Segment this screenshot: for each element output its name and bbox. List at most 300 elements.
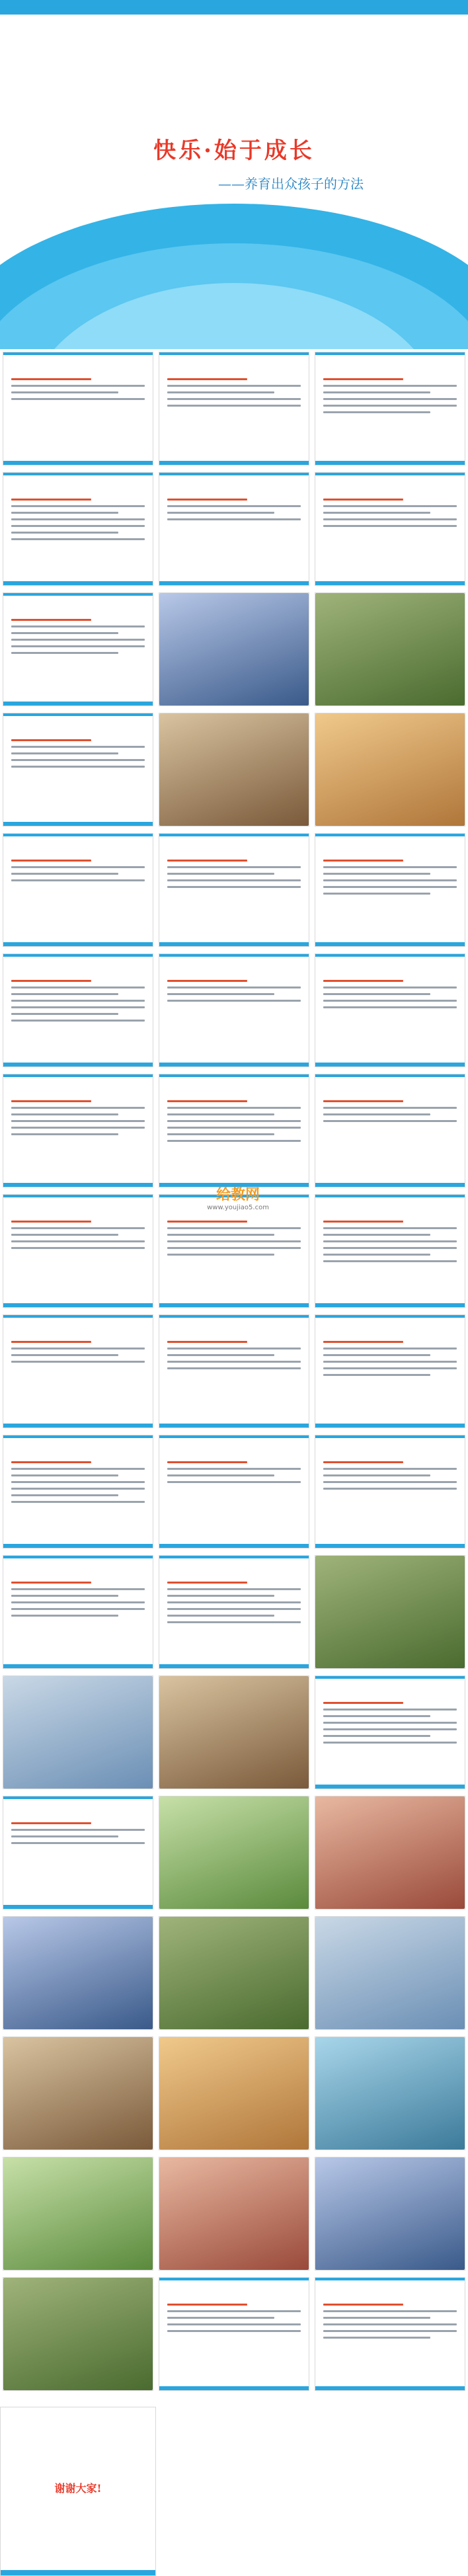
slide-text-line [11,1133,118,1135]
slide-photo [159,713,309,826]
slide-text-line [11,766,145,768]
slide-text-line [323,378,403,380]
slide-photo [315,593,465,705]
slide-photo [159,1917,309,2029]
slide-text-block [11,855,145,886]
slide-text-line [323,1227,457,1229]
slide-text-line [323,886,457,888]
slide-text-line [167,1608,301,1610]
slide-text-line [167,505,301,507]
slide-footer-bar [3,1544,153,1548]
slide-text-line [11,499,91,501]
slide-photo [315,1556,465,1668]
slide-text-line [323,860,403,862]
ending-footer-bar [1,2570,155,2575]
slide-text-line [323,385,457,387]
slide-text-line [167,1361,301,1363]
slide-thumbnail[interactable] [315,1675,465,1789]
slide-thumbnail[interactable] [159,2036,309,2150]
slide-text-line [11,619,91,621]
slide-text-line [11,1481,145,1483]
slide-text-line [167,1588,301,1590]
slide-text-line [323,993,430,995]
slide-text-block [11,1577,145,1621]
slide-text-line [167,1240,301,1242]
slide-text-block [323,1336,457,1381]
slide-text-line [323,1006,457,1008]
slide-text-line [167,378,247,380]
slide-text-line [167,1481,301,1483]
slide-text-line [11,1488,145,1490]
slide-header-bar [315,1435,465,1438]
page-background [156,2407,468,2576]
slide-text-line [11,632,118,634]
slide-text-line [167,1140,301,1142]
slide-text-line [11,505,145,507]
slide-text-line [11,398,145,400]
slide-text-line [323,1234,430,1236]
slide-footer-bar [315,1785,465,1789]
slide-text-line [11,1608,145,1610]
slide-text-line [11,752,118,754]
slide-text-line [323,1107,457,1109]
slide-thumbnail[interactable] [3,713,153,826]
slide-text-line [167,873,274,875]
slide-header-bar [3,954,153,957]
slide-text-line [167,980,247,982]
slide-text-line [167,1582,247,1584]
slide-text-line [323,1474,430,1476]
slide-text-line [11,1113,118,1115]
cover-subtitle: ——养育出众孩子的方法 [218,176,364,192]
slide-photo [3,2157,153,2270]
slide-text-line [11,873,118,875]
slide-photo [315,2037,465,2150]
slide-text-block [11,1096,145,1140]
slide-text-block [167,855,301,893]
slide-text-line [167,518,301,520]
slide-text-line [323,1260,457,1262]
slide-text-line [11,1494,118,1496]
slide-thumbnail[interactable] [315,352,465,465]
slide-text-line [167,1113,274,1115]
slide-thumbnail[interactable] [159,2157,309,2271]
slide-text-line [167,1120,301,1122]
slide-footer-bar [3,1664,153,1668]
slide-text-line [323,1715,430,1717]
slide-thumbnail[interactable] [315,2157,465,2271]
slide-text-line [323,398,457,400]
slide-header-bar [159,954,309,957]
slide-text-block [323,1457,457,1494]
slide-text-block [167,1216,301,1260]
slide-text-line [11,1227,145,1229]
slide-photo [3,2278,153,2390]
slide-text-line [11,1013,118,1015]
slide-text-block [11,975,145,1026]
slide-text-block [11,1457,145,1508]
slide-footer-bar [3,1424,153,1428]
slide-text-block [11,1216,145,1254]
slide-text-line [323,1221,403,1223]
slide-thumbnail[interactable] [3,352,153,465]
slide-thumbnail[interactable] [3,1675,153,1789]
slide-footer-bar [159,461,309,465]
slide-text-line [323,1709,457,1711]
slide-text-block [167,374,301,411]
slide-thumbnail[interactable] [3,2036,153,2150]
slide-text-block [167,1457,301,1488]
slide-photo [159,2037,309,2150]
slide-text-block [323,1216,457,1267]
slide-text-line [11,1842,145,1844]
slide-text-line [167,2304,247,2306]
slide-thumbnail[interactable] [315,472,465,586]
watermark [178,1184,297,1211]
slide-text-line [167,1107,301,1109]
slide-footer-bar [159,1063,309,1067]
slide-thumbnail[interactable] [3,592,153,706]
slide-text-block [11,614,145,659]
slide-footer-bar [159,1424,309,1428]
slide-text-line [11,1234,118,1236]
slide-text-line [11,1341,91,1343]
slide-text-block [323,1096,457,1127]
slide-footer-bar [3,702,153,705]
slide-footer-bar [315,581,465,585]
slide-thumbnail[interactable] [315,713,465,826]
slide-text-line [167,1234,274,1236]
slide-text-line [167,391,274,393]
slide-thumbnail[interactable] [3,833,153,947]
slide-footer-bar [3,1303,153,1307]
slide-text-line [167,1615,274,1617]
slide-text-line [11,1461,91,1463]
slide-text-block [11,735,145,772]
slide-footer-bar [315,1544,465,1548]
slide-header-bar [159,2278,309,2280]
slide-text-line [167,1000,301,1002]
slide-text-line [167,2310,301,2312]
slide-text-block [11,1818,145,1849]
slide-footer-bar [159,581,309,585]
slide-footer-bar [3,822,153,826]
slide-thumbnail[interactable] [159,472,309,586]
ending-text: 谢谢大家! [54,2482,102,2495]
slide-text-line [323,1100,403,1102]
slide-footer-bar [315,2386,465,2390]
slide-text-line [11,1120,145,1122]
slide-thumbnail[interactable] [3,1074,153,1187]
slide-footer-bar [3,1183,153,1187]
slide-thumbnail[interactable] [159,2277,309,2391]
slide-text-line [11,1354,118,1356]
slide-text-line [11,980,91,982]
slide-thumbnail[interactable] [159,713,309,826]
slide-text-line [167,2323,301,2325]
slide-text-line [167,1133,274,1135]
slide-header-bar [3,593,153,596]
slide-text-line [167,2317,274,2319]
slide-text-line [11,538,145,540]
slide-thumbnail[interactable] [315,2036,465,2150]
slide-text-line [11,1588,145,1590]
slide-text-line [167,1468,301,1470]
slide-text-block [323,494,457,532]
slide-photo [3,2037,153,2150]
slide-text-line [11,1240,145,1242]
slide-footer-bar [315,461,465,465]
slide-text-block [167,1096,301,1147]
slide-text-line [11,1020,145,1022]
slide-text-line [323,1481,457,1483]
slide-text-line [323,1341,403,1343]
slide-header-bar [3,1796,153,1799]
slide-text-line [323,2323,457,2325]
slide-photo [159,593,309,705]
slide-text-line [323,1722,457,1724]
slide-text-line [323,2304,403,2306]
slide-footer-bar [3,1905,153,1909]
slide-thumbnail[interactable] [159,1074,309,1187]
slide-text-block [167,494,301,525]
slide-text-line [323,1254,430,1256]
slide-text-line [11,532,118,534]
slide-text-line [11,385,145,387]
slide-header-bar [315,352,465,355]
slide-text-line [167,512,274,514]
slide-footer-bar [3,942,153,946]
cover-top-band [0,0,468,15]
slide-text-line [323,2330,457,2332]
slide-photo [3,1676,153,1789]
slide-text-line [167,866,301,868]
slide-footer-bar [3,461,153,465]
slide-text-block [167,1336,301,1374]
slide-header-bar [315,2278,465,2280]
slide-text-line [167,405,301,407]
slide-text-line [323,2310,457,2312]
slide-text-line [167,879,301,881]
slide-text-line [11,986,145,988]
slide-text-line [323,2337,430,2339]
slide-header-bar [159,473,309,475]
slide-thumbnail[interactable] [3,2277,153,2391]
slide-text-block [167,2299,301,2337]
slide-text-line [11,1601,145,1603]
slide-header-bar [159,834,309,836]
slide-header-bar [3,473,153,475]
slide-text-line [11,1221,91,1223]
slide-text-line [167,1461,247,1463]
slide-thumbnail[interactable] [3,1916,153,2030]
slide-text-line [323,1247,457,1249]
slide-text-block [11,374,145,405]
slide-photo [3,1917,153,2029]
slide-header-bar [159,1556,309,1558]
slide-text-line [11,759,145,761]
slide-thumbnail[interactable] [315,1194,465,1308]
slide-thumbnail[interactable] [159,1314,309,1428]
slide-footer-bar [3,1063,153,1067]
slide-text-line [323,1374,430,1376]
cover-slide [0,0,468,349]
slide-text-block [323,855,457,899]
slide-footer-bar [159,1303,309,1307]
slide-text-line [323,405,457,407]
slide-header-bar [159,1315,309,1318]
slide-thumbnail[interactable] [315,1435,465,1549]
slide-text-line [11,1829,145,1831]
slide-header-bar [3,1435,153,1438]
slide-text-line [323,1702,403,1704]
slide-header-bar [315,1676,465,1679]
slide-text-line [323,1113,430,1115]
slide-text-line [11,1501,145,1503]
slide-thumbnail[interactable] [159,833,309,947]
slide-text-line [323,1354,430,1356]
slide-thumbnail[interactable] [159,1675,309,1789]
slide-thumbnail[interactable] [3,953,153,1067]
slide-thumbnail[interactable] [315,1314,465,1428]
slide-photo [315,713,465,826]
slide-thumbnail[interactable] [159,1796,309,1910]
slide-text-line [167,1221,247,1223]
slide-photo [315,1917,465,2029]
slide-text-line [11,525,145,527]
slide-text-line [323,525,457,527]
slide-footer-bar [3,581,153,585]
slide-text-line [167,2330,301,2332]
slide-text-line [11,1006,145,1008]
slide-text-line [167,1227,301,1229]
slide-text-line [167,1601,301,1603]
slide-text-line [323,505,457,507]
slide-text-line [323,1461,403,1463]
slide-header-bar [3,1315,153,1318]
slide-text-line [323,866,457,868]
slide-thumbnail[interactable] [3,2157,153,2271]
slide-text-line [167,1100,247,1102]
slide-text-line [11,1822,91,1824]
slide-thumbnail[interactable] [159,1435,309,1549]
slide-text-line [11,866,145,868]
slide-thumbnail[interactable] [315,833,465,947]
slide-thumbnail[interactable] [315,2277,465,2391]
slide-header-bar [315,954,465,957]
slide-header-bar [159,1435,309,1438]
slide-footer-bar [159,2386,309,2390]
slide-text-line [323,1361,457,1363]
slide-thumbnail[interactable] [315,1796,465,1910]
slide-text-line [167,1127,301,1129]
slide-text-line [323,1468,457,1470]
slide-text-line [323,499,403,501]
slide-thumbnail[interactable] [3,1314,153,1428]
slide-text-line [323,518,457,520]
slide-text-block [167,975,301,1006]
slide-text-line [323,873,430,875]
slide-thumbnail[interactable] [315,953,465,1067]
slide-text-line [11,652,118,654]
slide-text-line [167,1367,301,1369]
slide-footer-bar [315,1063,465,1067]
slide-text-line [323,1742,457,1744]
slide-thumbnail[interactable] [159,592,309,706]
slide-text-line [11,645,145,647]
slide-text-line [167,986,301,988]
watermark-name: 给教网 [215,1187,260,1203]
slide-text-line [167,1247,301,1249]
slide-text-line [323,893,430,895]
slide-text-line [167,1621,301,1623]
slide-thumbnail[interactable] [3,1796,153,1910]
slide-text-block [11,494,145,545]
slide-text-line [11,1247,145,1249]
slide-text-line [11,512,118,514]
slide-text-line [323,2317,430,2319]
slide-thumbnail[interactable] [315,1916,465,2030]
slide-thumbnail[interactable] [159,352,309,465]
slide-thumbnail[interactable] [3,1194,153,1308]
slide-header-bar [315,1074,465,1077]
slide-header-bar [159,352,309,355]
slide-text-line [323,1240,457,1242]
slide-thumbnail[interactable] [159,1916,309,2030]
slide-header-bar [159,1074,309,1077]
slide-text-line [11,1615,118,1617]
slide-thumbnail[interactable] [159,1555,309,1669]
slide-text-block [167,1577,301,1628]
slide-text-line [167,1595,274,1597]
slide-text-line [11,739,91,741]
slide-thumbnail[interactable] [315,592,465,706]
watermark-url: www.youjiao5.com [207,1204,269,1211]
cover-title: 快乐·始于成长 [153,138,315,164]
slide-text-line [167,1348,301,1349]
slide-footer-bar [159,1664,309,1668]
slide-text-line [11,1348,145,1349]
slide-thumbnail[interactable] [3,472,153,586]
slide-thumbnail[interactable] [315,1074,465,1187]
slide-text-line [323,1000,457,1002]
slide-text-line [11,639,145,641]
slide-photo [159,1796,309,1909]
slide-footer-bar [159,942,309,946]
slide-text-line [11,879,145,881]
slide-thumbnail[interactable] [159,953,309,1067]
slide-text-line [11,993,118,995]
slide-thumbnail[interactable] [3,1555,153,1669]
slide-header-bar [315,473,465,475]
slide-text-line [11,391,118,393]
slide-text-block [323,975,457,1013]
slide-text-line [167,886,301,888]
slide-header-bar [3,1195,153,1197]
slide-text-line [167,1254,274,1256]
slide-text-line [11,1361,145,1363]
slide-text-block [323,1697,457,1748]
slide-thumbnail[interactable] [3,1435,153,1549]
slide-text-block [323,2299,457,2343]
slide-text-line [323,1735,430,1737]
slide-text-block [11,1336,145,1367]
slide-thumbnail[interactable] [315,1555,465,1669]
slide-text-line [167,1474,274,1476]
slide-footer-bar [315,1303,465,1307]
slide-photo [315,1796,465,1909]
slide-footer-bar [315,1183,465,1187]
